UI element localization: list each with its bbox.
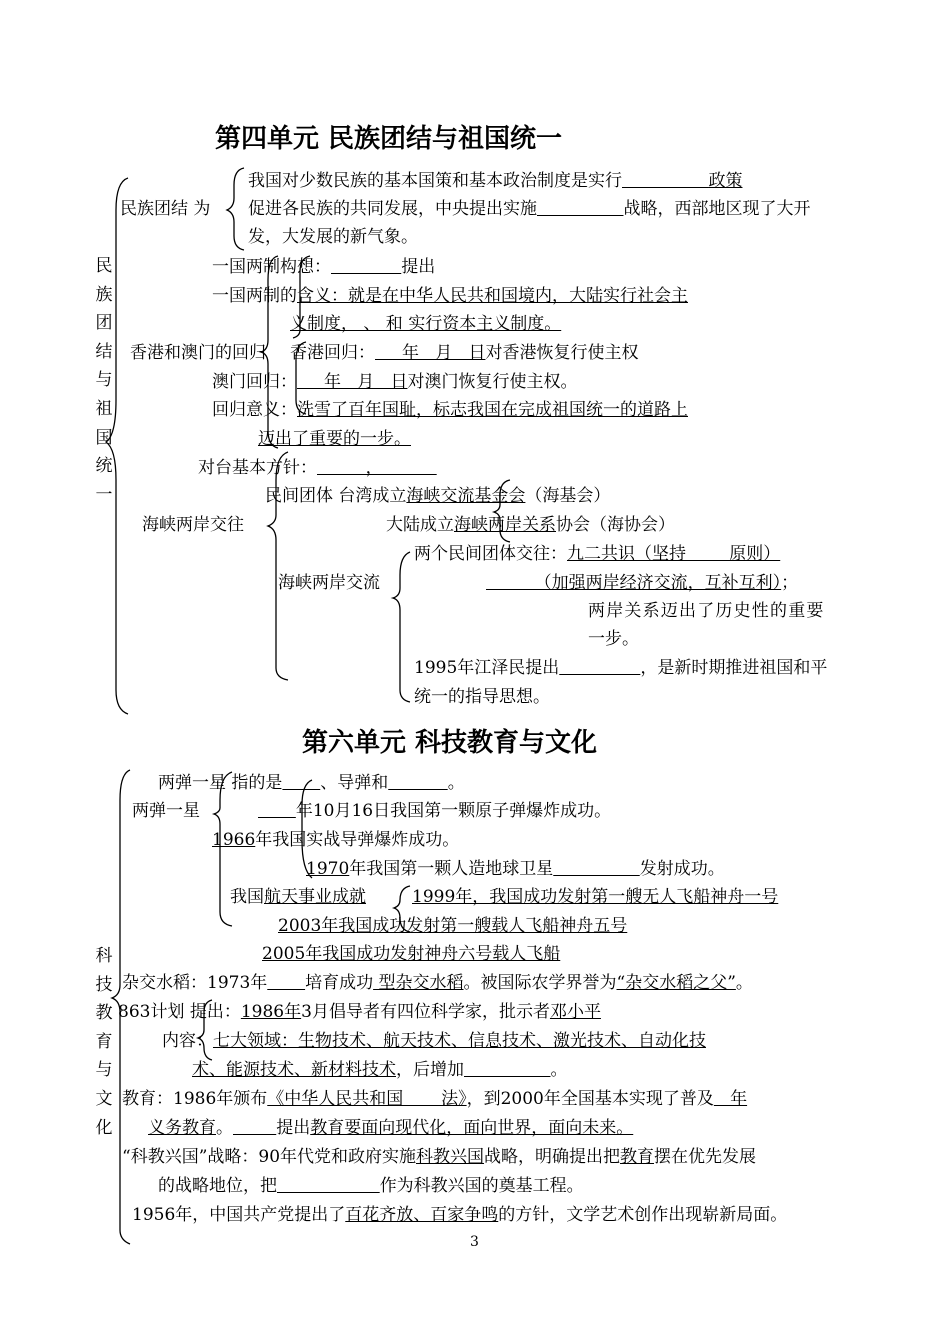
p863-line-3: 术、能源技术、新材料技术，后增加 。	[192, 1060, 568, 1080]
jiang-line-1: 1995年江泽民提出 ，是新时期推进祖国和平	[414, 658, 828, 678]
page-number: 3	[470, 1234, 479, 1250]
space-label: 我国航天事业成就	[230, 887, 366, 907]
p863-line-2: 内容：七大领域：生物技术、航天技术、信息技术、激光技术、自动化技	[162, 1031, 706, 1051]
cross-strait-label: 海峡两岸交往	[142, 515, 244, 535]
rice-line: 杂交水稻：1973年 培育成功 型杂交水稻。被国际农学界誉为“杂交水稻之父”。	[122, 973, 753, 993]
bomb-label: 两弹一星	[132, 801, 200, 821]
unit6-side-label: 科技教育与文化	[95, 946, 113, 1138]
arats-line: 大陆成立海峡两岸关系协会（海协会）	[386, 515, 675, 535]
space-line-3: 2005年我国成功发射神舟六号载人飞船	[262, 944, 561, 964]
p863-line-1: 863计划 提出：1986年3月倡导者有四位科学家，批示者邓小平	[118, 1002, 601, 1022]
unity-line-2: 促进各民族的共同发展，中央提出实施 战略，西部地区现了大开	[248, 199, 811, 219]
taiwan-policy: 对台基本方针： ，	[198, 458, 437, 478]
otc-line-3: 义制度， 、 和 实行资本主义制度。	[290, 314, 562, 334]
bomb-line-3: 1966年我国实战导弹爆炸成功。	[212, 830, 460, 850]
bomb-line-1: 两弹一星 指的是 、导弹和 。	[158, 773, 465, 793]
unity-line-1: 我国对少数民族的基本国策和基本政治制度是实行 政策	[248, 171, 743, 191]
kj-line-1: “科教兴国”战略：90年代党和政府实施科教兴国战略，明确提出把教育摆在优先发展	[122, 1147, 757, 1167]
space-line-2: 2003年我国成功发射第一艘载人飞船神舟五号	[278, 916, 628, 936]
exchange-line-3: 两岸关系迈出了历史性的重要	[588, 601, 825, 621]
exchange-line-1: 两个民间团体交往：九二共识（坚持 原则）	[414, 544, 781, 564]
edu-line-2: 义务教育。 提出教育要面向现代化，面向世界，面向未来。	[148, 1118, 634, 1138]
edu-line-1: 教育：1986年颁布《中华人民共和国 法》，到2000年全国基本实现了普及 年	[122, 1089, 748, 1109]
significance-line-1: 回归意义：洗雪了百年国耻，标志我国在完成祖国统一的道路上	[212, 400, 688, 420]
exchange-line-4: 一步。	[588, 629, 639, 649]
exchange-line-2: （加强两岸经济交流，互补互利）；	[486, 573, 799, 593]
bomb-line-4: 1970年我国第一颗人造地球卫星 发射成功。	[306, 859, 725, 879]
culture-line: 1956年，中国共产党提出了百花齐放、百家争鸣的方针，文学艺术创作出现崭新局面。	[132, 1205, 788, 1225]
unit6-title: 第六单元 科技教育与文化	[302, 728, 598, 758]
jiang-line-2: 统一的指导思想。	[414, 687, 550, 707]
unit4-side-label: 民族团结与祖国统一	[95, 256, 113, 505]
hk-mo-label: 香港和澳门的回归	[130, 343, 266, 363]
unit4-title: 第四单元 民族团结与祖国统一	[215, 124, 563, 154]
kj-line-2: 的战略地位，把 作为科教兴国的奠基工程。	[158, 1176, 584, 1196]
otc-line-1: 一国两制构想： 提出	[212, 257, 436, 277]
significance-line-2: 迈出了重要的一步。	[258, 429, 411, 449]
mo-line: 澳门回归： 年 月 日对澳门恢复行使主权。	[212, 372, 578, 392]
sef-line: 民间团体 台湾成立海峡交流基金会（海基会）	[265, 486, 611, 506]
unity-line-3: 发，大发展的新气象。	[248, 227, 418, 247]
space-line-1: 1999年，我国成功发射第一艘无人飞船神舟一号	[412, 887, 779, 907]
bomb-line-2: 年10月16日我国第一颗原子弹爆炸成功。	[295, 801, 612, 821]
otc-line-2: 一国两制的含义：就是在中华人民共和国境内，大陆实行社会主	[212, 286, 688, 306]
unity-label: 民族团结 为	[120, 199, 211, 219]
exchange-label: 海峡两岸交流	[278, 573, 380, 593]
hk-line: 香港回归： 年 月 日对香港恢复行使主权	[290, 343, 639, 363]
